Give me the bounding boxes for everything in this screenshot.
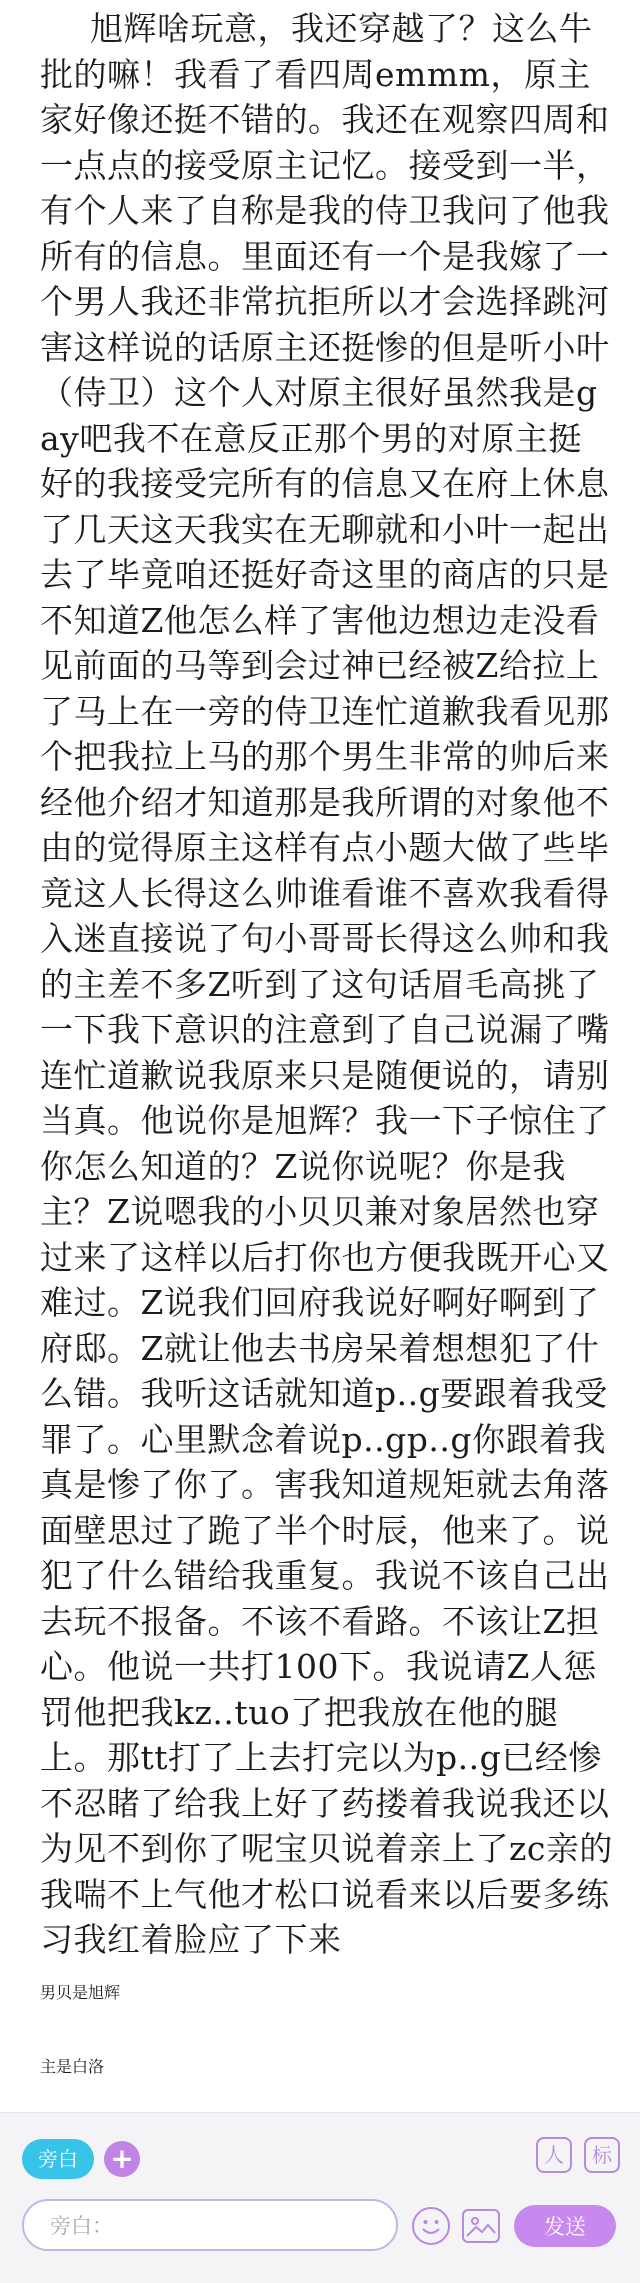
note-male-role: 男贝是旭辉 (40, 1983, 121, 2002)
person-icon[interactable]: 人 (536, 2137, 572, 2173)
story-text-area (40, 6, 615, 1963)
story-paragraph: 旭辉啥玩意，我还穿越了？这么牛批的嘛！我看了看四周emmm，原主家好像还挺不错的。我还在观察四周和一点点的接受原主记忆。接受到一半，有个人来了自称是我的侍卫我问了他我所有的信息。里面还有一个是我嫁了一个男人我还非常抗拒所以才会选择跳河害这样说的话原主还挺惨的但是听小叶（侍卫）这个人对原主很好虽然我是gay吧我不在意反正那个男的对原主挺好的我接受完所有的信息又在府上休息了几天这天我实在无聊就和小叶一起出去了毕竟咱还挺好奇这里的商店的只是不知道Z他怎么样了害他边想边走没看见前面的马等到会过神已经被Z给拉上了马上在一旁的侍卫连忙道歉我看见那个把我拉上马的那个男生非常的帅后来经他介绍才知道那是我所谓的对象他不由的觉得原主这样有点小题大做了些毕竟这人长得这么帅谁看谁不喜欢我看得入迷直接说了句小哥哥长得这么帅和我的主差不多Z听到了这句话眉毛高挑了一下我下意识的注意到了自己说漏了嘴连忙道歉说我原来只是随便说的，请别当真。他说你是旭辉？我一下子惊住了你怎么知道的？Z说你说呢？你是我主？Z说嗯我的小贝贝兼对象居然也穿过来了这样以后打你也方便我既开心又难过。Z说我们回府我说好啊好啊到了府邸。Z就让他去书房呆着想想犯了什么错。我听这话就知道p..g要跟着我受罪了。心里默念着说p..gp..g你跟着我真是惨了你了。害我知道规矩就去角落面壁思过了跪了半个时辰，他来了。说犯了什么错给我重复。我说不该自己出去玩不报备。不该不看路。不该让Z担心。他说一共打100下。我说请Z人惩罚他把我kz..tuo了把我放在他的腿上。那tt打了上去打完以为p..g已经惨不忍睹了给我上好了药搂着我说我还以为见不到你了呢宝贝说着亲上了zc亲的我喘不上气他才松口说看来以后要多练习我红着脸应了下来 (40, 9, 613, 1959)
emoji-icon[interactable] (412, 2207, 450, 2245)
tag-icon[interactable]: 标 (584, 2137, 620, 2173)
send-button[interactable]: 发送 (514, 2205, 616, 2247)
message-input[interactable] (48, 2209, 382, 2243)
narration-tag-button[interactable]: 旁白 (22, 2139, 94, 2179)
note-owner-role: 主是白洛 (40, 2057, 105, 2076)
message-input-box[interactable] (22, 2199, 398, 2251)
composer-bar (0, 2112, 640, 2283)
add-role-button[interactable]: + (104, 2141, 140, 2177)
image-icon[interactable] (462, 2209, 500, 2243)
